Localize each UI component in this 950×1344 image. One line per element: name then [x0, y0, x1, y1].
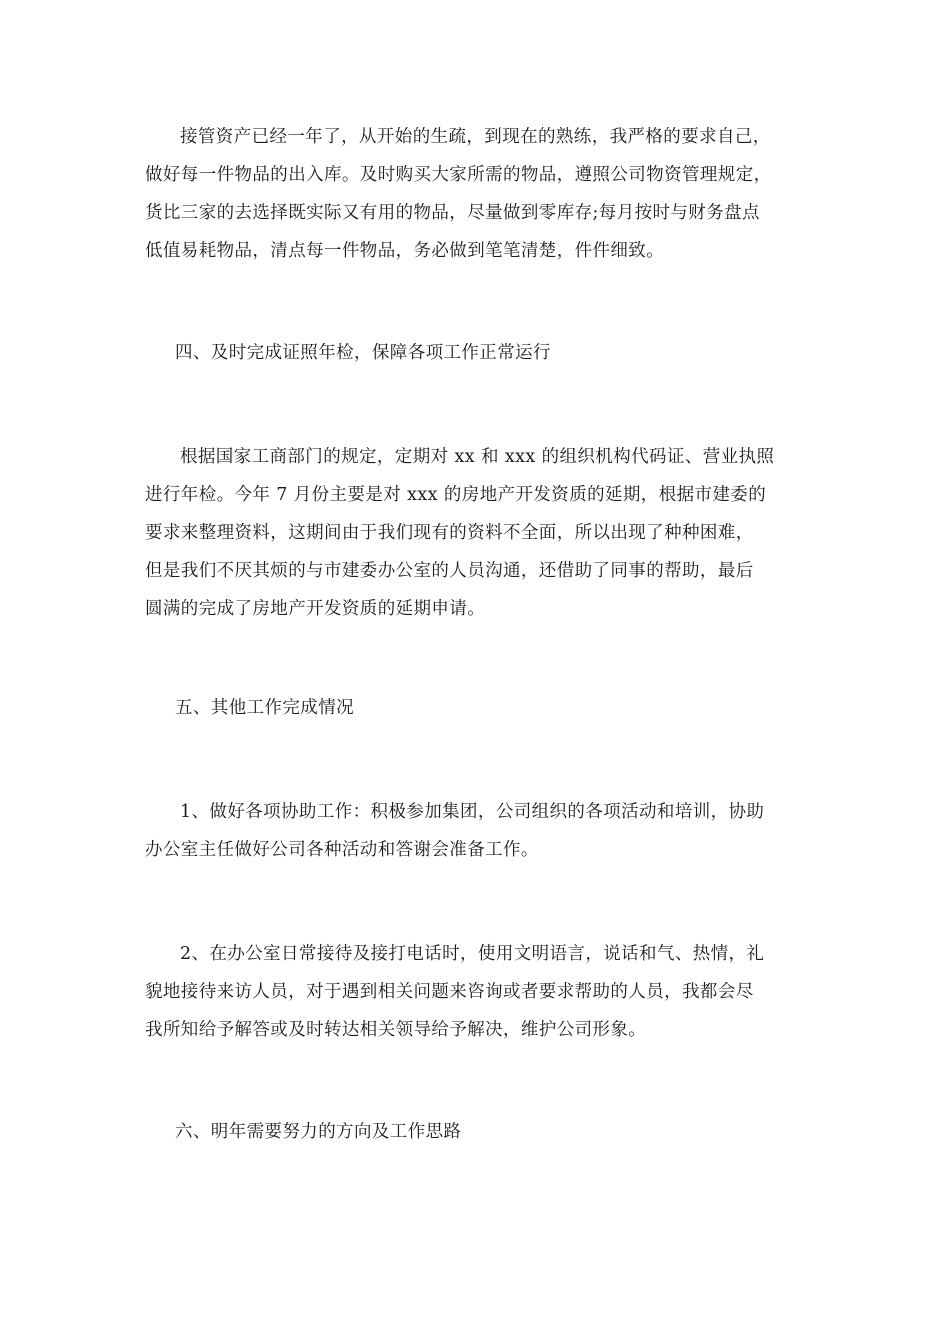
section-heading-6: 六、明年需要努力的方向及工作思路	[175, 1122, 462, 1142]
paragraph-line: 但是我们不厌其烦的与市建委办公室的人员沟通，还借助了同事的帮助，最后	[145, 561, 754, 581]
section-heading-4: 四、及时完成证照年检，保障各项工作正常运行	[175, 343, 551, 363]
section-heading-5: 五、其他工作完成情况	[175, 698, 354, 718]
paragraph-line: 低值易耗物品，清点每一件物品，务必做到笔笔清楚，件件细致。	[145, 241, 665, 261]
paragraph-assist-work	[145, 793, 813, 869]
paragraph-line: 2、在办公室日常接待及接打电话时，使用文明语言，说话和气、热情，礼	[180, 944, 765, 964]
paragraph-line: 货比三家的去选择既实际又有用的物品，尽量做到零库存;每月按时与财务盘点	[145, 203, 760, 223]
paragraph-line: 1、做好各项协助工作：积极参加集团，公司组织的各项活动和培训，协助	[180, 802, 765, 822]
paragraph-line: 接管资产已经一年了，从开始的生疏，到现在的熟练，我严格的要求自己，	[180, 127, 771, 147]
paragraph-asset-management	[145, 118, 813, 270]
paragraph-line: 办公室主任做好公司各种活动和答谢会准备工作。	[145, 840, 539, 860]
paragraph-license-inspection	[145, 438, 813, 628]
paragraph-line: 进行年检。今年 7 月份主要是对 xxx 的房地产开发资质的延期，根据市建委的	[145, 485, 767, 505]
paragraph-line: 圆满的完成了房地产开发资质的延期申请。	[145, 599, 486, 619]
paragraph-line: 做好每一件物品的出入库。及时购买大家所需的物品，遵照公司物资管理规定，	[145, 165, 772, 185]
paragraph-line: 貌地接待来访人员，对于遇到相关问题来咨询或者要求帮助的人员，我都会尽	[145, 982, 754, 1002]
paragraph-line: 根据国家工商部门的规定，定期对 xx 和 xxx 的组织机构代码证、营业执照	[180, 447, 775, 467]
paragraph-reception	[145, 935, 813, 1049]
paragraph-line: 要求来整理资料，这期间由于我们现有的资料不全面，所以出现了种种困难，	[145, 523, 754, 543]
paragraph-line: 我所知给予解答或及时转达相关领导给予解决，维护公司形象。	[145, 1020, 647, 1040]
